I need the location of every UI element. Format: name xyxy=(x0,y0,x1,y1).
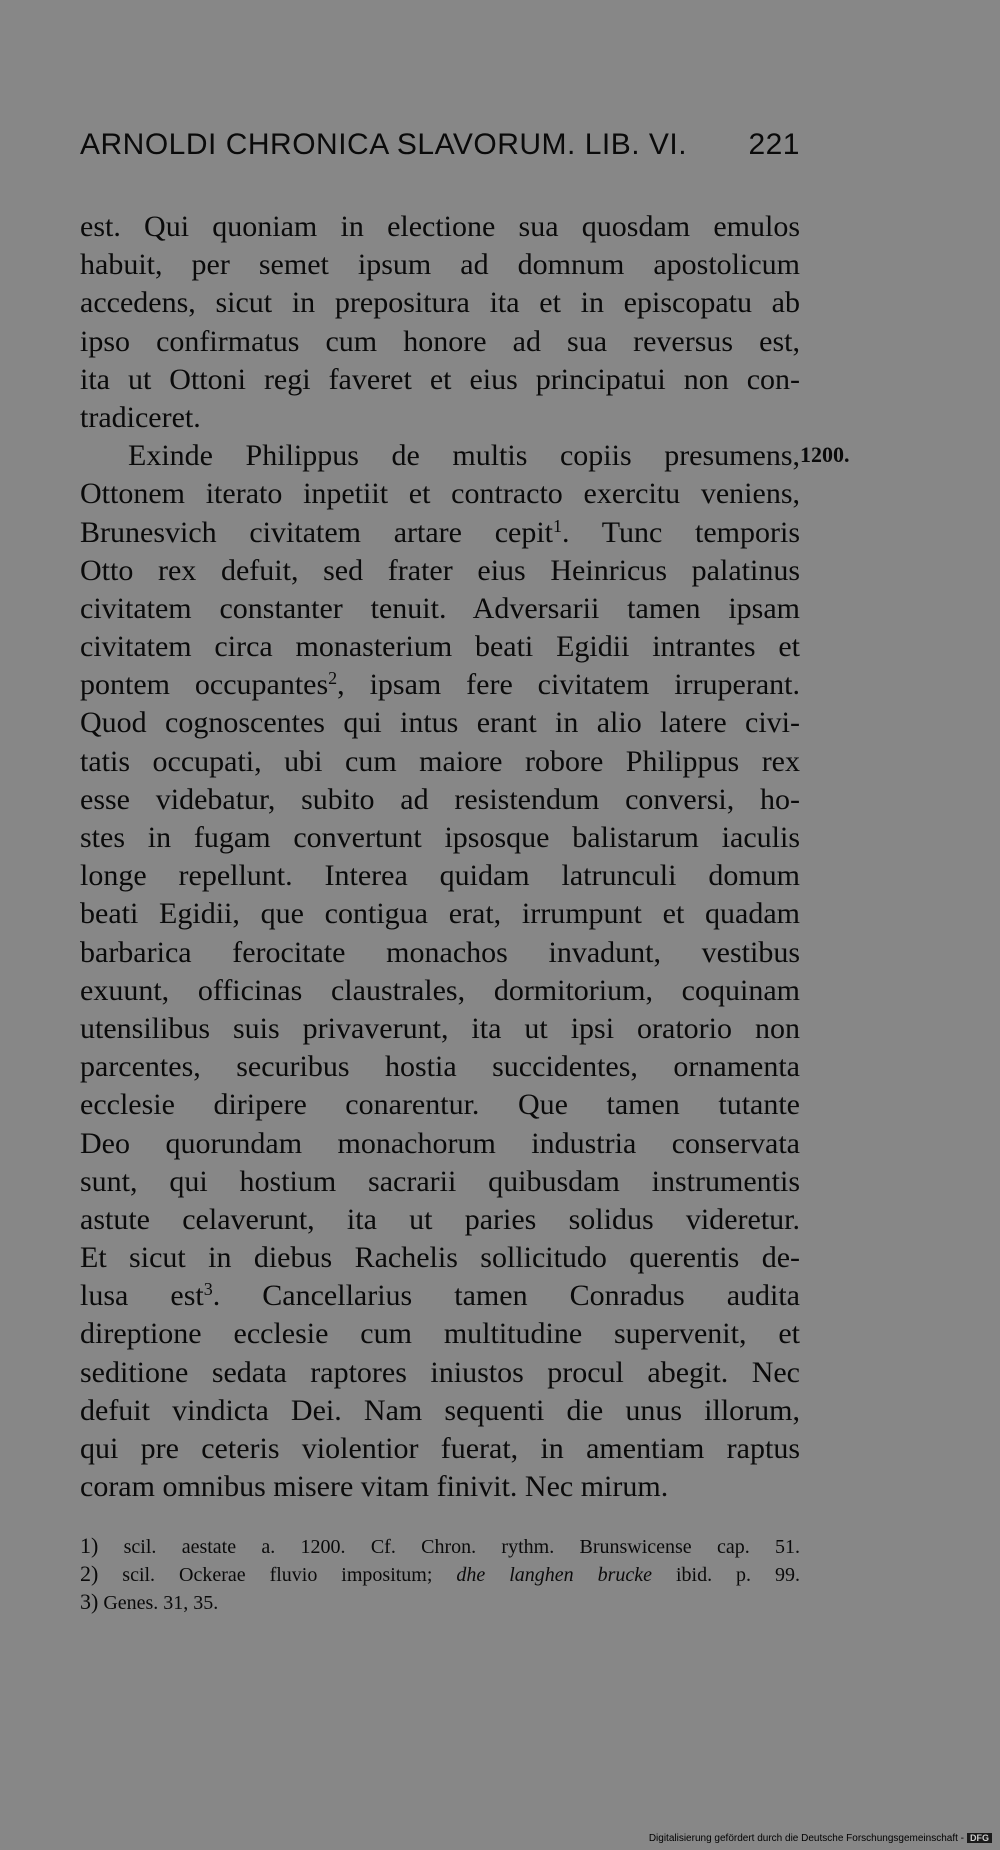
text-line: habuit, per semet ipsum ad domnum apostolicum xyxy=(80,248,800,282)
text-line: Otto rex defuit, sed frater eius Heinricus palatinus xyxy=(80,553,800,587)
footnote-text: ibid. p. 99. xyxy=(675,1564,800,1586)
text-segment: , ipsam fere civitatem irruperant. xyxy=(337,668,800,702)
running-head-title: ARNOLDI CHRONICA SLAVORUM. LIB. VI. xyxy=(80,128,688,161)
text-line xyxy=(80,666,800,704)
footnote xyxy=(80,1588,800,1616)
text-segment: . Cancellarius tamen Conradus audita xyxy=(212,1279,800,1313)
text-segment: . Tunc temporis xyxy=(562,515,801,549)
text-line: ita ut Ottoni regi faveret et eius principatui non con- xyxy=(80,362,800,396)
text-line: ecclesie diripere conarentur. Que tamen tutante xyxy=(80,1088,800,1122)
text-line: Exinde Philippus de multis copiis presumens, xyxy=(128,439,800,473)
text-line: exuunt, officinas claustrales, dormitorium, coquinam xyxy=(80,973,800,1007)
dfg-logo: DFG xyxy=(967,1833,992,1843)
text-line: tatis occupati, ubi cum maiore robore Philippus rex xyxy=(80,744,800,778)
text-line: Et sicut in diebus Rachelis sollicitudo querentis de- xyxy=(80,1241,800,1275)
digitization-credit xyxy=(649,1833,992,1844)
text-line: civitatem constanter tenuit. Adversarii tamen ipsam xyxy=(80,591,800,625)
text-line: utensilibus suis privaverunt, ita ut ipsi oratorio non xyxy=(80,1011,800,1045)
text-line: accedens, sicut in prepositura ita et in episcopatu ab xyxy=(80,286,800,320)
text-line: est. Qui quoniam in electione sua quosdam emulos xyxy=(80,210,800,243)
text-line: tradiceret. xyxy=(80,400,201,434)
footnote-ref: 2 xyxy=(328,668,338,689)
text-line xyxy=(80,514,800,552)
text-line: longe repellunt. Interea quidam latrunculi domum xyxy=(80,859,800,893)
page-number: 221 xyxy=(748,128,800,161)
text-line: qui pre ceteris violentior fuerat, in amentiam raptus xyxy=(80,1432,800,1465)
text-line: esse videbatur, subito ad resistendum conversi, ho- xyxy=(80,782,800,816)
text-line: defuit vindicta Dei. Nam sequenti die unus illorum, xyxy=(80,1393,800,1427)
body-text xyxy=(80,208,800,1506)
margin-year: 1200. xyxy=(800,442,850,467)
footnote-text: scil. Ockerae fluvio impositum; xyxy=(122,1564,433,1586)
text-line: direptione ecclesie cum multitudine supervenit, et xyxy=(80,1317,800,1351)
footnotes xyxy=(80,1532,800,1616)
text-segment: lusa est xyxy=(80,1279,204,1313)
footnote xyxy=(80,1560,800,1588)
text-line: astute celaverunt, ita ut paries solidus videretur. xyxy=(80,1202,800,1236)
text-line: parcentes, securibus hostia succidentes, ornamenta xyxy=(80,1050,800,1084)
text-segment: pontem occupantes xyxy=(80,668,329,702)
footnote-mark: 1) xyxy=(80,1533,99,1558)
text-line: coram omnibus misere vitam finivit. Nec mirum. xyxy=(80,1470,669,1504)
text-line: seditione sedata raptores iniustos procul abegit. Nec xyxy=(80,1355,800,1389)
text-line: Quod cognoscentes qui intus erant in alio latere civi- xyxy=(80,706,800,740)
text-line: sunt, qui hostium sacrarii quibusdam instrumentis xyxy=(80,1164,800,1198)
text-line xyxy=(80,1277,800,1315)
footnote-ref: 3 xyxy=(203,1279,213,1300)
text-line: beati Egidii, que contigua erat, irrumpunt et quadam xyxy=(80,897,800,931)
text-line: Deo quorundam monachorum industria conservata xyxy=(80,1126,800,1160)
text-line: Ottonem iterato inpetiit et contracto exercitu veniens, xyxy=(80,477,800,511)
text-segment: Brunesvich civitatem artare cepit xyxy=(80,515,554,549)
text-line: ipso confirmatus cum honore ad sua reversus est, xyxy=(80,324,800,358)
footnote-italic: dhe langhen brucke xyxy=(456,1564,653,1586)
text-line: stes in fugam convertunt ipsosque balistarum iaculis xyxy=(80,821,800,854)
footnote xyxy=(80,1532,800,1560)
text-line: barbarica ferocitate monachos invadunt, vestibus xyxy=(80,935,800,969)
footnote-mark: 3) xyxy=(80,1589,99,1614)
credit-text: Digitalisierung gefördert durch die Deutsche Forschungsgemeinschaft - xyxy=(648,1833,964,1844)
running-head xyxy=(80,128,800,168)
footnote-text: Genes. 31, 35. xyxy=(103,1592,219,1614)
footnote-mark: 2) xyxy=(80,1561,99,1586)
text-line: civitatem circa monasterium beati Egidii intrantes et xyxy=(80,630,800,664)
footnote-text: scil. aestate a. 1200. Cf. Chron. rythm. Brunswicense cap. 51. xyxy=(123,1536,801,1558)
footnote-ref: 1 xyxy=(553,515,563,536)
